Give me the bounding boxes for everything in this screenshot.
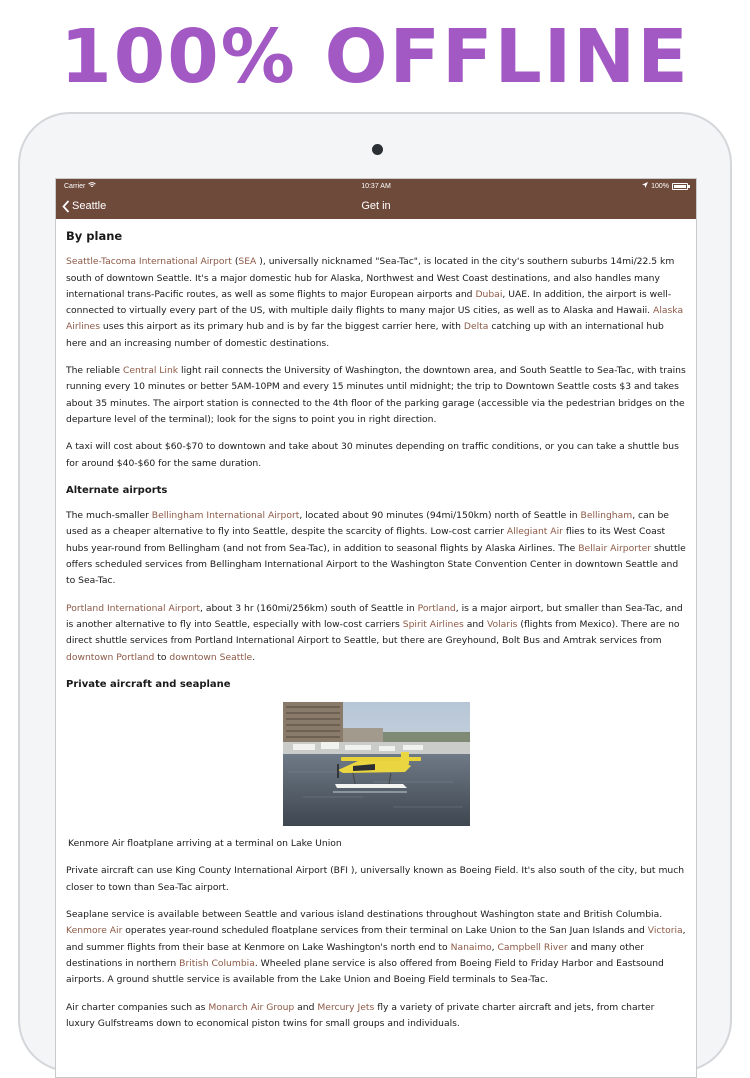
link-seatac[interactable]: Seattle-Tacoma International Airport — [66, 256, 232, 268]
paragraph-taxi: A taxi will cost about $60-$70 to downtown and take about 30 minutes depending on traffic conditions, or you can take a shuttle bus for around $40-$60 for the same duration. — [66, 441, 679, 469]
battery-percent: 100% — [651, 182, 669, 190]
wifi-icon — [88, 182, 96, 190]
link-nanaimo[interactable]: Nanaimo — [450, 941, 492, 953]
link-allegiant-air[interactable]: Allegiant Air — [506, 526, 563, 538]
location-arrow-icon — [642, 182, 648, 190]
link-british-columbia[interactable]: British Columbia — [179, 957, 255, 969]
status-right — [642, 182, 688, 190]
link-bellingham[interactable]: Bellingham — [580, 510, 633, 522]
chevron-left-icon — [62, 200, 70, 213]
subheading-alternate-airports: Alternate airports — [66, 484, 168, 496]
link-central-link[interactable]: Central Link — [122, 365, 179, 377]
article-content — [56, 219, 696, 1032]
carrier-label: Carrier — [64, 182, 86, 190]
link-alaska-airlines[interactable]: Alaska Airlines — [66, 305, 684, 333]
link-sea[interactable]: SEA — [238, 256, 257, 268]
link-delta[interactable]: Delta — [463, 321, 489, 333]
carrier-group — [64, 182, 96, 190]
link-victoria[interactable]: Victoria — [647, 925, 683, 937]
subheading-private-aircraft: Private aircraft and seaplane — [66, 678, 231, 690]
status-time: 10:37 AM — [361, 182, 391, 190]
link-campbell-river[interactable]: Campbell River — [497, 941, 568, 953]
link-downtown-portland[interactable]: downtown Portland — [66, 651, 155, 663]
nav-bar — [56, 193, 696, 219]
link-dubai[interactable]: Dubai — [475, 288, 503, 300]
ipad-frame — [18, 112, 732, 1072]
link-kenmore-air[interactable]: Kenmore Air — [66, 925, 123, 937]
link-monarch-air-group[interactable]: Monarch Air Group — [208, 1001, 295, 1013]
paragraph-light-rail: The reliable Central Link light rail connects the University of Washington, the downtown area, and South Seattle to Sea-Tac, with trains running every 10 minutes or better 5AM-10PM and every 15 minutes until midnight; the trip to Downtown Seattle costs $3 and takes about 35 minutes. The airport station is connected to the 4th floor of the parking garage (accessible via the pedestrian bridges on the departure level of the terminal); look for the signs to point you in right direction. — [66, 365, 686, 425]
paragraph-charter: Air charter companies such as Monarch Air Group and Mercury Jets fly a variety of private charter aircraft and jets, from charter luxury Gulfstreams down to economical piston twins for small groups and individuals. — [66, 1001, 655, 1029]
app-screen — [55, 178, 697, 1078]
paragraph-bellingham: The much-smaller Bellingham International Airport, located about 90 minutes (94mi/150km) north of Seattle in Bellingham, can be used as a cheaper alternative to fly into Seattle, despite the scarcity of flights. Low-cost carrier Allegiant Air flies to its West Coast hubs year-round from Bellingham (and not from Sea-Tac), in addition to seasonal flights by Alaska Airlines. The Bellair Airporter shuttle offers scheduled services from Bellingham International Airport to the Washington State Convention Center in downtown Seattle and to Sea-Tac. — [66, 510, 686, 587]
battery-icon — [672, 183, 688, 190]
link-mercury-jets[interactable]: Mercury Jets — [317, 1001, 375, 1013]
photo-caption: Kenmore Air floatplane arriving at a terminal on Lake Union — [68, 838, 342, 850]
paragraph-private-aircraft: Private aircraft can use King County International Airport (BFI ), universally known as Boeing Field. It's also south of the city, but much closer to town than Sea-Tac airport. — [66, 865, 685, 893]
link-bellingham-airport[interactable]: Bellingham International Airport — [151, 510, 300, 522]
link-portland[interactable]: Portland — [417, 602, 456, 614]
link-bellair-airporter[interactable]: Bellair Airporter — [578, 542, 652, 554]
back-button[interactable] — [56, 200, 106, 213]
promo-headline: 100% OFFLINE — [60, 14, 690, 100]
section-heading: By plane — [66, 229, 123, 243]
link-downtown-seattle[interactable]: downtown Seattle — [169, 651, 253, 663]
link-volaris[interactable]: Volaris — [486, 618, 518, 630]
paragraph-airport: Seattle-Tacoma International Airport (SEA ), universally nicknamed "Sea-Tac", is located in the city's southern suburbs 14mi/22.5 km south of downtown Seattle. It's a major domestic hub for Alaska, Northwest and West Coast destinations, and also handles many international trans-Pacific routes, as well as some flights to major European airports and Dubai, UAE. In addition, the airport is well-connected to virtually every part of the US, with multiple daily flights to many major US cities, as well as to Alaska and Hawaii. Alaska Airlines uses this airport as its primary hub and is by far the biggest carrier here, with Delta catching up with an international hub here and an increasing number of domestic destinations. — [66, 256, 684, 349]
back-label: Seattle — [72, 200, 107, 212]
link-portland-airport[interactable]: Portland International Airport — [66, 602, 200, 614]
floatplane-photo — [283, 702, 470, 826]
status-bar — [56, 179, 696, 193]
paragraph-seaplane: Seaplane service is available between Seattle and various island destinations throughout Washington state and British Columbia. Kenmore Air operates year-round scheduled floatplane services from their terminal on Lake Union to the San Juan Islands and Victoria, and summer flights from their base at Kenmore on Lake Washington's north end to Nanaimo, Campbell River and many other destinations in northern British Columbia. Wheeled plane service is also offered from Boeing Field to Friday Harbor and Eastsound airports. A ground shuttle service is available from the Lake Union and Boeing Field terminals to Sea-Tac. — [66, 909, 686, 986]
paragraph-portland: Portland International Airport, about 3 hr (160mi/256km) south of Seattle in Portland, is a major airport, but smaller than Sea-Tac, and is another alternative to fly into Seattle, especially with low-cost carriers Spirit Airlines and Volaris (flights from Mexico). There are no direct shuttle services from Portland International Airport to Seattle, but there are Greyhound, Bolt Bus and Amtrak services from downtown Portland to downtown Seattle. — [66, 602, 683, 663]
nav-title: Get in — [361, 200, 391, 212]
camera-dot — [372, 144, 383, 155]
link-spirit-airlines[interactable]: Spirit Airlines — [402, 618, 464, 630]
